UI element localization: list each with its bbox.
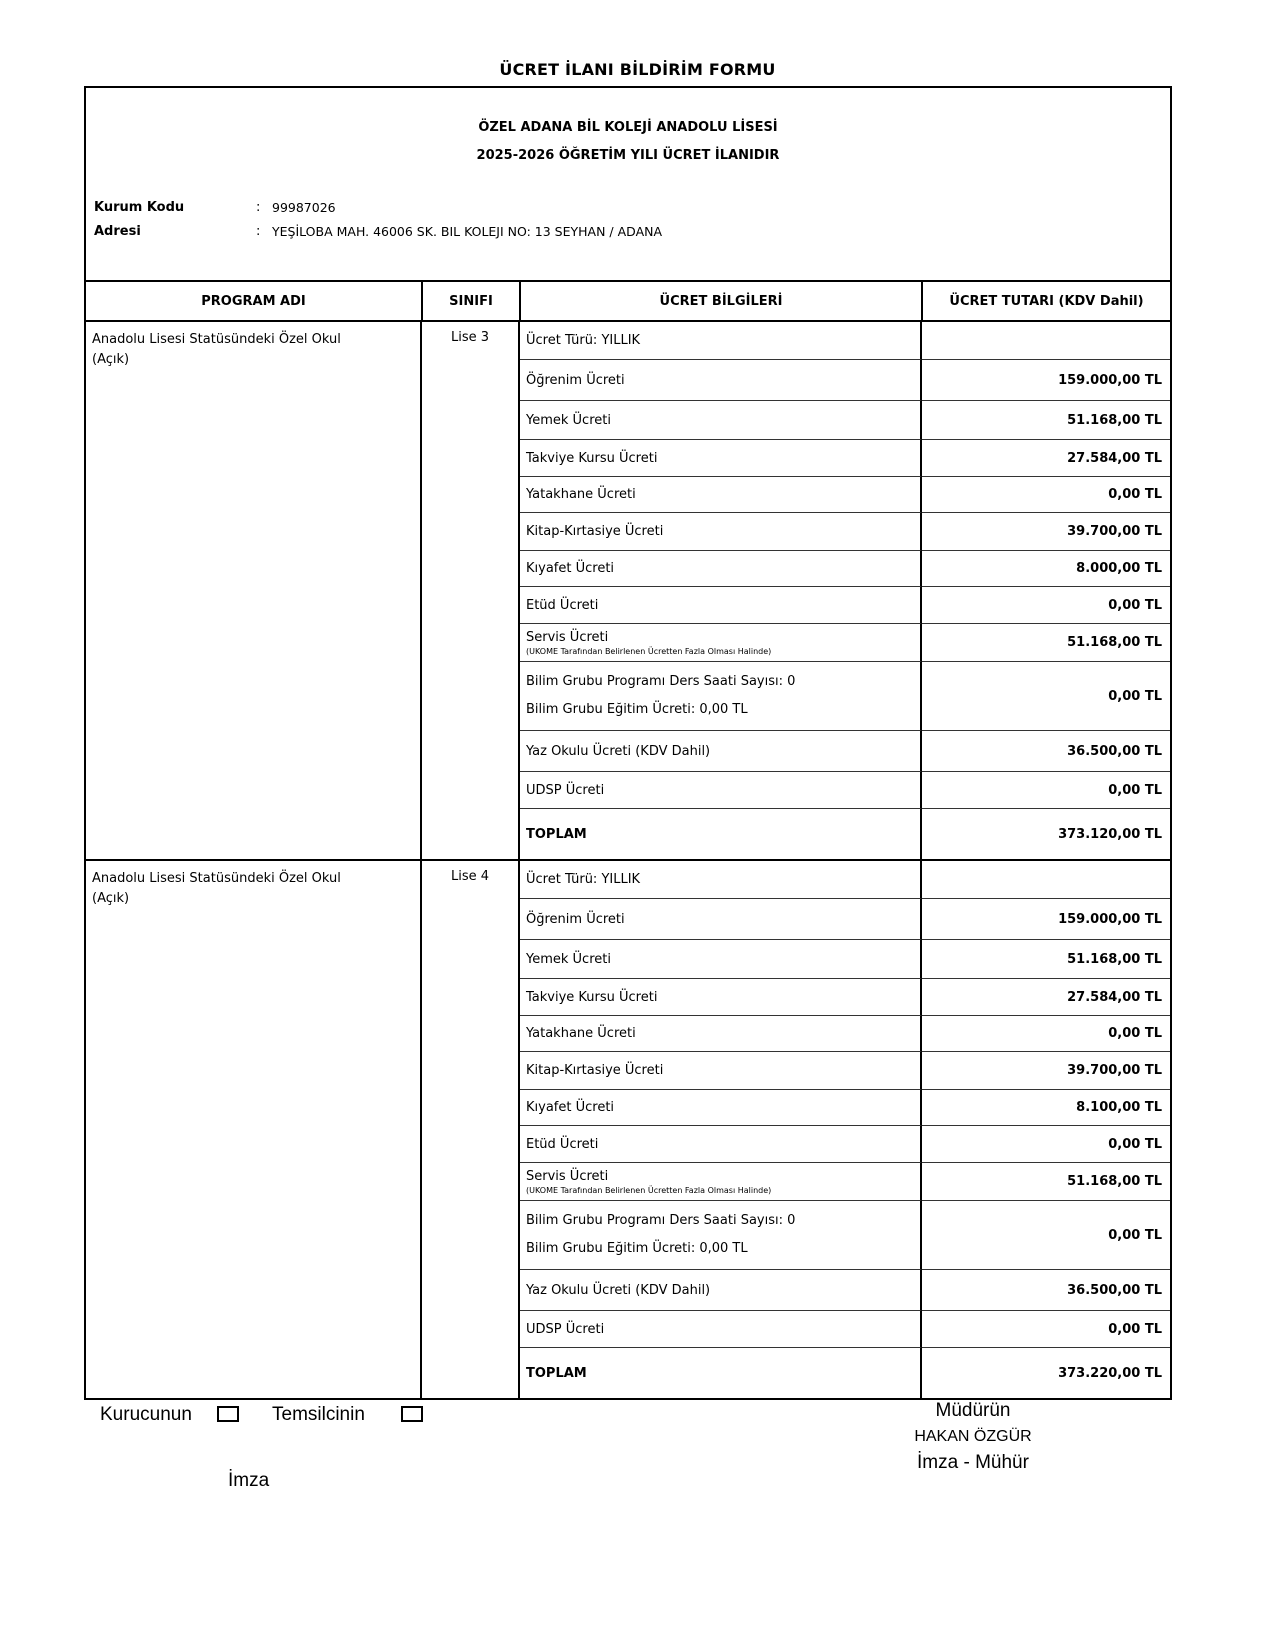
address-value: YEŞİLOBA MAH. 46006 SK. BIL KOLEJI NO: 13 SEYHAN / ADANA [272, 224, 663, 239]
fee-label: Kitap-Kırtasiye Ücreti [526, 1063, 664, 1078]
fee-label: Bilim Grubu Programı Ders Saati Sayısı: 0 [526, 1213, 796, 1228]
fee-label-cell [520, 861, 922, 899]
fee-label: Yaz Okulu Ücreti (KDV Dahil) [526, 743, 711, 759]
fee-label-secondary: Bilim Grubu Eğitim Ücreti: 0,00 TL [526, 1241, 748, 1256]
separator: : [256, 200, 261, 215]
fee-form [84, 86, 1172, 1400]
school-name: ÖZEL ADANA BİL KOLEJİ ANADOLU LİSESİ [478, 120, 778, 135]
fee-amount: 39.700,00 TL [922, 1052, 1170, 1090]
fee-label-cell [520, 1270, 922, 1311]
representative-checkbox[interactable] [401, 1406, 423, 1422]
institution-code-label: Kurum Kodu [94, 200, 185, 215]
fee-label: Yemek Ücreti [526, 951, 611, 967]
program-note: (Açık) [92, 891, 130, 906]
fee-amount: 51.168,00 TL [922, 1163, 1170, 1201]
program-name: Anadolu Lisesi Statüsündeki Özel Okul [92, 332, 341, 347]
table-header-row [86, 282, 1170, 321]
fee-amount: 27.584,00 TL [922, 979, 1170, 1016]
fee-amount: 8.100,00 TL [922, 1090, 1170, 1126]
fee-label: Kıyafet Ücreti [526, 561, 615, 576]
fee-label-cell [520, 440, 922, 477]
fee-label-cell [520, 979, 922, 1016]
fee-amount: 0,00 TL [922, 662, 1170, 731]
fee-label: Yaz Okulu Ücreti (KDV Dahil) [526, 1282, 711, 1298]
founder-label: Kurucunun [100, 1404, 192, 1425]
fee-label: Bilim Grubu Programı Ders Saati Sayısı: 0 [526, 674, 796, 689]
fee-label-cell [520, 360, 922, 401]
fee-label: Takviye Kursu Ücreti [526, 989, 658, 1005]
fee-list [520, 322, 1170, 859]
fee-label-cell [520, 1311, 922, 1348]
class-cell: Lise 3 [422, 322, 520, 859]
fee-amount: 373.120,00 TL [1058, 826, 1162, 842]
fee-label: Etüd Ücreti [526, 597, 599, 613]
fee-note: (UKOME Tarafından Belirlenen Ücretten Fazla Olması Halinde) [526, 646, 772, 656]
fee-list [520, 861, 1170, 1398]
fee-amount [922, 861, 1170, 899]
fee-label-cell [520, 662, 922, 731]
header-class: SINIFI [422, 282, 520, 321]
fee-label-cell [520, 1126, 922, 1163]
fee-label-cell [520, 1052, 922, 1090]
fee-label-cell [520, 1016, 922, 1052]
form-title: ÜCRET İLANI BİLDİRİM FORMU [499, 60, 776, 79]
program-note: (Açık) [92, 352, 130, 367]
class-cell: Lise 4 [422, 861, 520, 1398]
fee-label-cell [520, 1163, 922, 1201]
form-header [86, 88, 1170, 282]
fee-label-cell [520, 809, 922, 859]
fee-amount: 0,00 TL [922, 1016, 1170, 1052]
fee-label-cell [520, 772, 922, 809]
fee-amount: 0,00 TL [922, 1201, 1170, 1270]
total-label: TOPLAM [526, 826, 587, 842]
header-program: PROGRAM ADI [86, 282, 422, 321]
fee-label: Takviye Kursu Ücreti [526, 450, 658, 466]
fee-label: Yemek Ücreti [526, 412, 611, 428]
fee-label-cell [520, 401, 922, 440]
address-label: Adresi [94, 224, 141, 239]
fee-amount: 0,00 TL [922, 587, 1170, 624]
fee-label-cell [520, 587, 922, 624]
fee-label-cell [520, 899, 922, 940]
fee-label-cell [520, 940, 922, 979]
fee-label: Servis Ücreti [526, 629, 609, 645]
fee-label: Öğrenim Ücreti [526, 372, 625, 388]
stamp-label: İmza - Mühür [917, 1452, 1029, 1473]
fee-label-cell [520, 513, 922, 551]
fee-type: Ücret Türü: YILLIK [526, 333, 641, 348]
fee-label: Kıyafet Ücreti [526, 1100, 615, 1115]
fee-amount: 0,00 TL [922, 1311, 1170, 1348]
program-name: Anadolu Lisesi Statüsündeki Özel Okul [92, 871, 341, 886]
year-title: 2025-2026 ÖĞRETİM YILI ÜCRET İLANIDIR [476, 148, 780, 163]
total-label: TOPLAM [526, 1365, 587, 1381]
fee-amount: 36.500,00 TL [922, 1270, 1170, 1311]
founder-checkbox[interactable] [217, 1406, 239, 1422]
fee-amount: 373.220,00 TL [1058, 1365, 1162, 1381]
fee-amount: 27.584,00 TL [922, 440, 1170, 477]
fee-label-cell [520, 322, 922, 360]
fee-label-cell [520, 624, 922, 662]
separator: : [256, 224, 261, 239]
fee-label-cell [520, 1201, 922, 1270]
program-block [86, 322, 1170, 861]
fee-amount: 159.000,00 TL [922, 360, 1170, 401]
fee-table [86, 282, 1170, 322]
program-blocks [86, 322, 1170, 1398]
fee-note: (UKOME Tarafından Belirlenen Ücretten Fazla Olması Halinde) [526, 1185, 772, 1195]
principal-label: Müdürün [935, 1400, 1011, 1421]
fee-amount [922, 322, 1170, 360]
fee-amount: 36.500,00 TL [922, 731, 1170, 772]
program-block [86, 861, 1170, 1398]
fee-amount: 159.000,00 TL [922, 899, 1170, 940]
fee-amount: 8.000,00 TL [922, 551, 1170, 587]
fee-label-cell [520, 731, 922, 772]
representative-label: Temsilcinin [272, 1404, 365, 1425]
signature-label: İmza [228, 1470, 270, 1491]
fee-label: Yatakhane Ücreti [526, 1026, 636, 1041]
institution-code-value: 99987026 [272, 200, 336, 215]
fee-label-cell [520, 551, 922, 587]
fee-amount: 0,00 TL [922, 1126, 1170, 1163]
fee-amount: 0,00 TL [922, 477, 1170, 513]
fee-label: Etüd Ücreti [526, 1136, 599, 1152]
fee-label: Kitap-Kırtasiye Ücreti [526, 524, 664, 539]
program-cell [86, 322, 422, 859]
fee-amount: 51.168,00 TL [922, 401, 1170, 440]
fee-label: Servis Ücreti [526, 1168, 609, 1184]
fee-label: UDSP Ücreti [526, 1321, 605, 1337]
fee-label-cell [520, 1090, 922, 1126]
program-cell [86, 861, 422, 1398]
principal-name: HAKAN ÖZGÜR [914, 1428, 1032, 1445]
fee-type: Ücret Türü: YILLIK [526, 872, 641, 887]
fee-label: UDSP Ücreti [526, 782, 605, 798]
fee-label-cell [520, 477, 922, 513]
fee-amount: 0,00 TL [922, 772, 1170, 809]
fee-label-secondary: Bilim Grubu Eğitim Ücreti: 0,00 TL [526, 702, 748, 717]
header-fee-amount: ÜCRET TUTARI (KDV Dahil) [922, 282, 1170, 321]
fee-amount: 39.700,00 TL [922, 513, 1170, 551]
header-fee-info: ÜCRET BİLGİLERİ [520, 282, 922, 321]
fee-label: Yatakhane Ücreti [526, 487, 636, 502]
fee-amount: 51.168,00 TL [922, 624, 1170, 662]
fee-amount: 51.168,00 TL [922, 940, 1170, 979]
fee-label-cell [520, 1348, 922, 1398]
fee-label: Öğrenim Ücreti [526, 911, 625, 927]
